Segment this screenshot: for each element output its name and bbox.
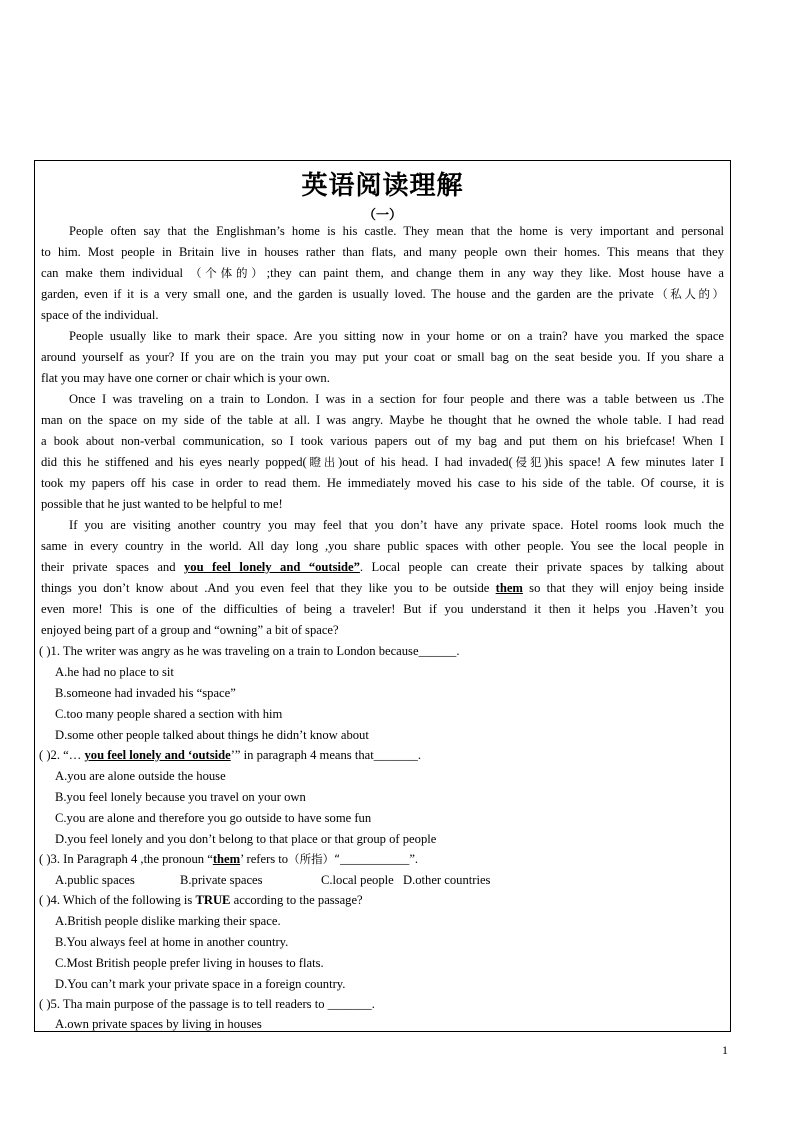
text: ___________”. [340, 852, 419, 866]
text: so that they will enjoy being inside [522, 581, 725, 595]
question-1-stem: ( )1. The writer was angry as he was traveling on a train to London because______. [39, 644, 460, 658]
document-title: 英语阅读理解 [301, 171, 464, 201]
paragraph-1-line-2: to him. Most people in Britain live in houses rather than flats, and many people own their homes. This means that they [41, 245, 724, 259]
underlined-word: them [495, 581, 523, 595]
section-number: （一） [362, 208, 402, 223]
paragraph-1-line-1: People often say that the Englishman’s home is his castle. They mean that the home is very important and personal [69, 224, 724, 238]
question-2-option-b: B.you feel lonely because you travel on your own [55, 790, 306, 804]
paragraph-1-line-4 [41, 284, 724, 305]
text: ’” in paragraph 4 means that_______. [230, 748, 421, 762]
paragraph-2-line-1: People usually like to mark their space. Are you sitting now in your home or on a train? have you marked the space [69, 329, 724, 343]
text: their private spaces and [41, 560, 184, 574]
underlined-phrase: you feel lonely and “outside” [183, 560, 360, 574]
question-4-option-d: D.You can’t mark your private space in a foreign country. [55, 977, 346, 991]
chinese-gloss: （所指）“ [288, 852, 341, 866]
text: things you don’t know about .And you even feel that they like you to be outside [41, 581, 496, 595]
question-2-option-a: A.you are alone outside the house [55, 769, 226, 783]
paragraph-4-line-4 [41, 578, 724, 599]
paragraph-4-line-5: even more! This is one of the difficulties of being a traveler! But if you understand it then it helps you .Haven’t you [41, 602, 724, 616]
question-4-option-b: B.You always feel at home in another country. [55, 935, 289, 949]
chinese-gloss: （个体的） [189, 266, 267, 280]
question-5-stem: ( )5. Tha main purpose of the passage is to tell readers to _______. [39, 997, 375, 1011]
text: )his space! A few minutes later I [544, 455, 725, 469]
question-3-options [55, 870, 715, 891]
paragraph-4-line-6: enjoyed being part of a group and “owning” a bit of space? [41, 623, 339, 637]
paragraph-3-line-2: man on the space on my side of the table at all. I was angry. Maybe he thought that he owned the whole table. I had read [41, 413, 724, 427]
paragraph-1-line-3 [41, 263, 724, 284]
question-1-option-a: A.he had no place to sit [55, 665, 174, 679]
chinese-gloss: 侵犯 [512, 455, 545, 469]
text: according to the passage? [230, 893, 363, 907]
paragraph-4-line-3 [41, 557, 724, 578]
text: . Local people can create their private spaces by talking about [359, 560, 725, 574]
text: garden, even if it is a very small one, and the garden is usually loved. The house and the garden are the private [41, 287, 654, 301]
question-3-option-d: D.other countries [403, 873, 491, 887]
text: ;they can paint them, and change them in any way they like. Most house have a [266, 266, 724, 280]
paragraph-4-line-1: If you are visiting another country you may feel that you don’t have any private space. Hotel rooms look much the [69, 518, 724, 532]
text: ( )4. Which of the following is [39, 893, 196, 907]
underlined-phrase: you feel lonely and ‘outside [84, 748, 231, 762]
article-frame [34, 160, 731, 1032]
paragraph-2-line-2: around yourself as your? If you are on the train you may put your coat or small bag on the seat beside you. If you share a [41, 350, 724, 364]
chinese-gloss: 瞪出 [306, 455, 339, 469]
question-5-option-a: A.own private spaces by living in houses [55, 1017, 262, 1031]
question-3-stem [39, 849, 722, 870]
text: ( )2. “… [39, 748, 85, 762]
question-4-option-a: A.British people dislike marking their space. [55, 914, 281, 928]
question-3-option-a: A.public spaces [55, 873, 135, 887]
question-1-option-d: D.some other people talked about things he didn’t know about [55, 728, 369, 742]
paragraph-3-line-4 [41, 452, 724, 473]
question-1-option-b: B.someone had invaded his “space” [55, 686, 236, 700]
paragraph-2-line-3: flat you may have one corner or chair which is your own. [41, 371, 330, 385]
page-number: 1 [722, 1043, 728, 1057]
paragraph-4-line-2: same in every country in the world. All day long ,you share public spaces with other people. You see the local people in [41, 539, 724, 553]
underlined-word: them [212, 852, 241, 866]
question-3-option-b: B.private spaces [180, 873, 263, 887]
question-2-stem [39, 745, 722, 766]
text: can make them individual [41, 266, 190, 280]
paragraph-3-line-6: possible that he just wanted to be helpful to me! [41, 497, 283, 511]
text: did this he stiffened and his eyes nearly popped( [41, 455, 307, 469]
paragraph-3-line-3: a book about non-verbal communication, so I took various papers out of my bag and put them on his briefcase! When I [41, 434, 724, 448]
paragraph-3-line-5: took my papers off his case in order to read them. He immediately moved his case to his side of the table. Of course, it is [41, 476, 724, 490]
emphasis: TRUE [195, 893, 231, 907]
question-2-option-d: D.you feel lonely and you don’t belong to that place or that group of people [55, 832, 437, 846]
question-2-option-c: C.you are alone and therefore you go outside to have some fun [55, 811, 372, 825]
text: ( )3. In Paragraph 4 ,the pronoun “ [39, 852, 213, 866]
paragraph-3-line-1: Once I was traveling on a train to London. I was in a section for four people and there was a table between us .The [69, 392, 724, 406]
question-4-option-c: C.Most British people prefer living in houses to flats. [55, 956, 324, 970]
question-1-option-c: C.too many people shared a section with him [55, 707, 283, 721]
question-3-option-c: C.local people [321, 873, 394, 887]
text: )out of his head. I had invaded( [338, 455, 513, 469]
text: ’ refers to [240, 852, 289, 866]
paragraph-1-line-5: space of the individual. [41, 308, 159, 322]
question-4-stem [39, 890, 722, 911]
chinese-gloss: （私人的） [653, 287, 725, 301]
